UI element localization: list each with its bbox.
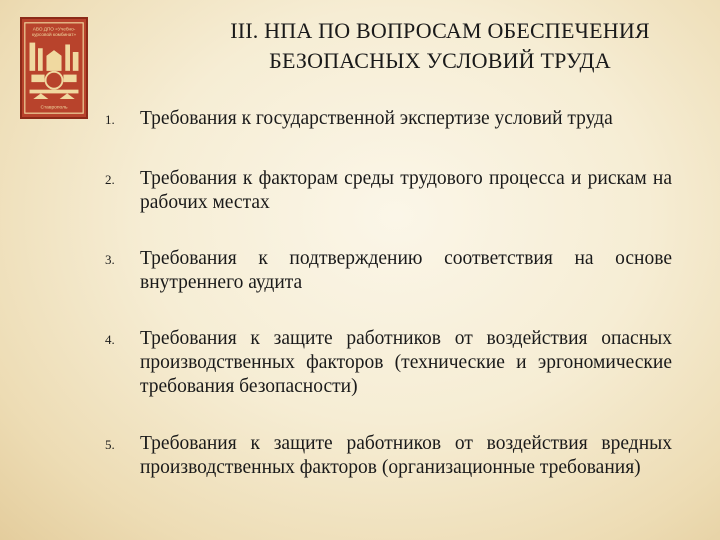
logo-caption-bottom: Ставрополь (40, 105, 68, 111)
slide-title-line-1: III. НПА ПО ВОПРОСАМ ОБЕСПЕЧЕНИЯ (230, 18, 650, 43)
list-item-number: 2. (105, 172, 115, 187)
list-item-text: Требования к защите работников от воздействия опасных производственных факторов (технические и эргономические требования безопасности) (140, 328, 672, 397)
list-item-text: Требования к государственной экспертизе условий труда (140, 108, 613, 129)
slide-title-line-2: БЕЗОПАСНЫХ УСЛОВИЙ ТРУДА (269, 48, 611, 73)
list-item-text: Требования к факторам среды трудового процесса и рискам на рабочих местах (140, 168, 672, 213)
logo-caption-top-2: курсовой комбинат» (32, 32, 76, 37)
list-item-number: 4. (105, 332, 115, 347)
list-item-text: Требования к подтверждению соответствия на основе внутреннего аудита (140, 248, 672, 293)
list-item-number: 3. (105, 252, 115, 267)
list-item-number: 5. (105, 437, 115, 452)
logo-caption-top-1: АВО ДПО «Учебно- (32, 26, 76, 32)
list-item-text: Требования к защите работников от воздействия вредных производственных факторов (организационные требования) (140, 433, 672, 478)
list-item-number: 1. (105, 112, 115, 127)
